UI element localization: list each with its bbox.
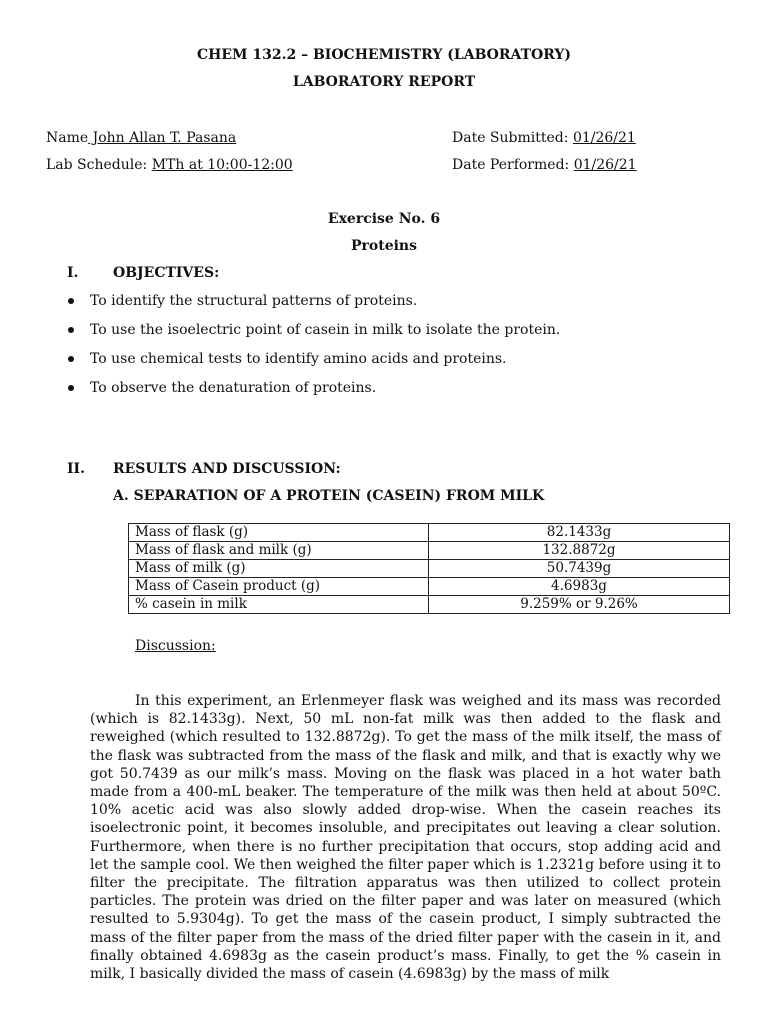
subsection-heading: A. SEPARATION OF A PROTEIN (CASEIN) FROM MILK bbox=[113, 488, 545, 504]
table-cell-label: Mass of flask (g) bbox=[129, 524, 429, 542]
discussion-paragraph: In this experiment, an Erlenmeyer flask was weighed and its mass was recorded (which is 82.1433g). Next, 50 mL non-fat milk was then added to the flask and reweighed (which resulted to 132.8872g). To get the mass of the milk itself, the mass of the flask was subtracted from the mass of the flask and milk, and that is exactly why we got 50.7439 as our milk’s mass. Moving on the flask was placed in a hot water bath made from a 400-mL beaker. The temperature of the milk was then held at about 50ºC. 10% acetic acid was also slowly added drop-wise. When the casein reaches its isoelectronic point, it becomes insoluble, and precipitates out leaving a clear solution. Furthermore, when there is no further precipitation that occurs, stop adding acid and let the sample cool. We then weighed the filter paper which is 1.2321g before using it to filter the precipitate. The filtration apparatus was then utilized to collect protein particles. The protein was dried on the filter paper and was later on measured (which resulted to 5.9304g). To get the mass of the casein product, I simply subtracted the mass of the filter paper from the mass of the dried filter paper with the casein in it, and finally obtained 4.6983g as the casein product’s mass. Finally, to get the % casein in milk, I basically divided the mass of casein (4.6983g) by the mass of milk bbox=[90, 693, 721, 983]
lab-schedule-field bbox=[46, 157, 293, 173]
lab-schedule-label: Lab Schedule: bbox=[46, 157, 148, 173]
table-cell-label: Mass of Casein product (g) bbox=[129, 578, 429, 596]
list-item: To observe the denaturation of proteins. bbox=[64, 379, 560, 408]
date-submitted-value: 01/26/21 bbox=[572, 130, 636, 146]
date-performed-label: Date Performed: bbox=[452, 157, 570, 173]
bullet-icon bbox=[68, 385, 74, 391]
course-title: CHEM 132.2 – BIOCHEMISTRY (LABORATORY) bbox=[196, 47, 572, 63]
casein-data-table bbox=[128, 523, 730, 614]
discussion-heading: Discussion: bbox=[135, 638, 216, 654]
report-title: LABORATORY REPORT bbox=[292, 74, 476, 90]
exercise-number: Exercise No. 6 bbox=[327, 211, 441, 227]
table-cell-value: 4.6983g bbox=[429, 578, 730, 596]
bullet-icon bbox=[68, 356, 74, 362]
table-cell-value: 9.259% or 9.26% bbox=[429, 596, 730, 614]
results-heading-text: RESULTS AND DISCUSSION: bbox=[113, 461, 341, 477]
objectives-numeral: I. bbox=[67, 265, 79, 281]
list-item: To use chemical tests to identify amino acids and proteins. bbox=[64, 350, 560, 379]
objectives-heading-text: OBJECTIVES: bbox=[113, 265, 220, 281]
table-cell-value: 132.8872g bbox=[429, 542, 730, 560]
table-cell-label: % casein in milk bbox=[129, 596, 429, 614]
objectives-heading bbox=[67, 265, 219, 281]
date-performed-field bbox=[452, 157, 637, 173]
results-heading bbox=[67, 461, 341, 477]
table-cell-label: Mass of milk (g) bbox=[129, 560, 429, 578]
table-cell-value: 50.7439g bbox=[429, 560, 730, 578]
name-value: John Allan T. Pasana bbox=[88, 130, 237, 146]
date-performed-value: 01/26/21 bbox=[573, 157, 637, 173]
objectives-list bbox=[64, 292, 560, 408]
list-item: To use the isoelectric point of casein in milk to isolate the protein. bbox=[64, 321, 560, 350]
bullet-icon bbox=[68, 327, 74, 333]
date-submitted-label: Date Submitted: bbox=[452, 130, 569, 146]
table-row bbox=[129, 560, 730, 578]
table-row bbox=[129, 578, 730, 596]
table-row bbox=[129, 524, 730, 542]
date-submitted-field bbox=[452, 130, 636, 146]
results-numeral: II. bbox=[67, 461, 85, 477]
exercise-title: Proteins bbox=[351, 238, 417, 254]
table-cell-label: Mass of flask and milk (g) bbox=[129, 542, 429, 560]
bullet-icon bbox=[68, 298, 74, 304]
name-field bbox=[46, 130, 236, 146]
table-row bbox=[129, 596, 730, 614]
list-item: To identify the structural patterns of proteins. bbox=[64, 292, 560, 321]
lab-schedule-value: MTh at 10:00-12:00 bbox=[151, 157, 293, 173]
table-row bbox=[129, 542, 730, 560]
table-cell-value: 82.1433g bbox=[429, 524, 730, 542]
name-label: Name bbox=[46, 130, 89, 146]
